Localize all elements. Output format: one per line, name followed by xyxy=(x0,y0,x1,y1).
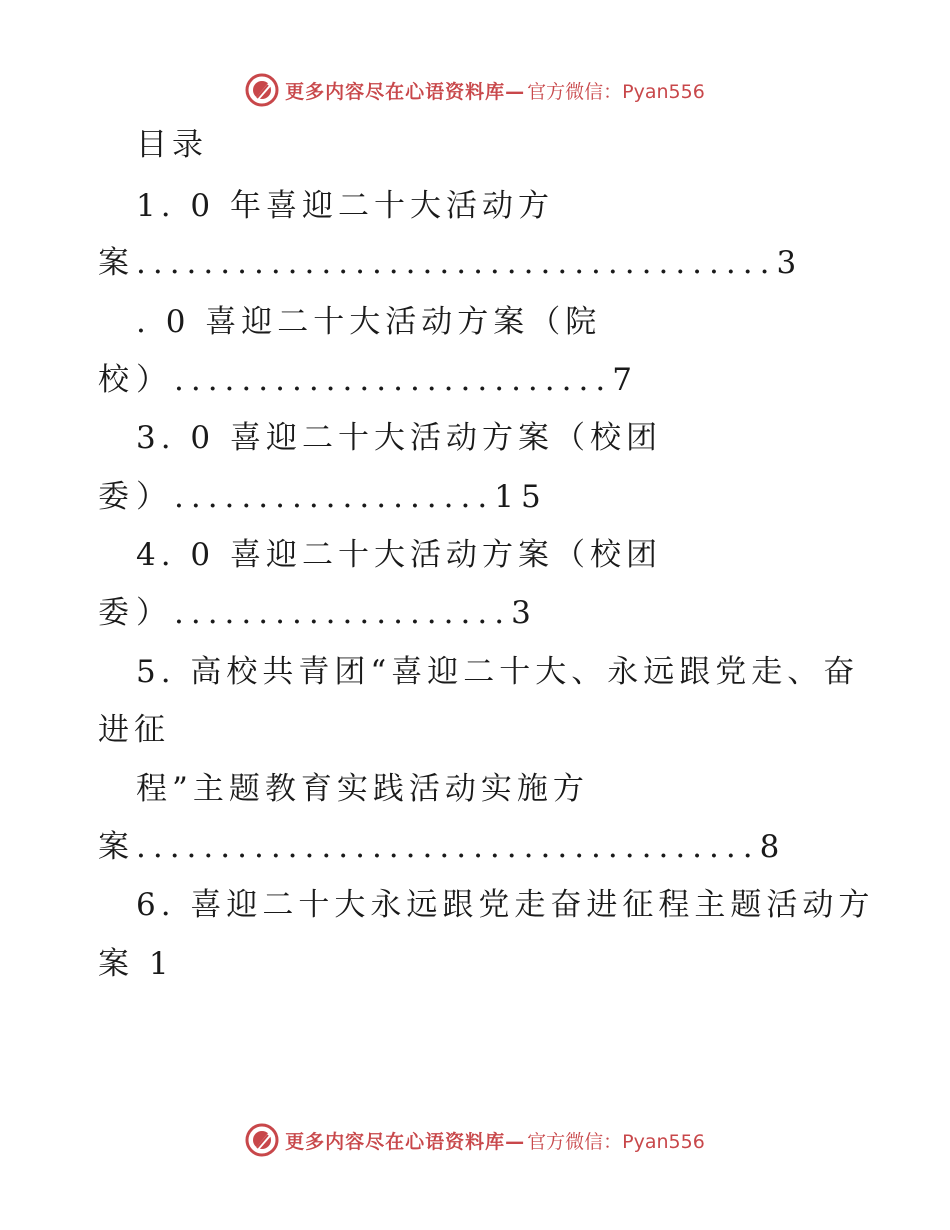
toc-line-1: 1. 0 年喜迎二十大活动方 xyxy=(136,188,555,224)
footer-banner xyxy=(0,1120,950,1160)
toc-line-9: 5. 高校共青团“喜迎二十大、永远跟党走、奋 xyxy=(136,654,860,690)
toc-line-12: 案.....................................8 xyxy=(98,829,787,865)
header-banner xyxy=(0,70,950,110)
toc-line-14: 案 1 xyxy=(98,946,174,982)
banner-text: 更多内容尽在心语资料库— xyxy=(285,1130,526,1153)
toc-line-10: 进征 xyxy=(98,712,170,748)
toc-line-2: 案......................................3 xyxy=(98,245,804,281)
toc-line-8: 委）....................3 xyxy=(98,595,538,631)
banner-wechat: 官方微信：Pyan556 xyxy=(527,80,705,103)
toc-line-3: . 0 喜迎二十大活动方案（院 xyxy=(136,304,602,340)
banner-wechat: 官方微信：Pyan556 xyxy=(527,1130,705,1153)
toc-heading: 目录 xyxy=(136,127,208,163)
pen-logo-icon xyxy=(245,73,279,107)
toc-line-7: 4. 0 喜迎二十大活动方案（校团 xyxy=(136,537,663,573)
toc-line-5: 3. 0 喜迎二十大活动方案（校团 xyxy=(136,420,663,456)
toc-line-11: 程”主题教育实践活动实施方 xyxy=(136,771,589,807)
banner-text: 更多内容尽在心语资料库— xyxy=(285,80,526,103)
toc-line-13: 6. 喜迎二十大永远跟党走奋进征程主题活动方 xyxy=(136,887,875,923)
toc-line-6: 委）...................15 xyxy=(98,479,548,515)
pen-logo-icon xyxy=(245,1123,279,1157)
toc-line-4: 校）..........................7 xyxy=(98,362,639,398)
